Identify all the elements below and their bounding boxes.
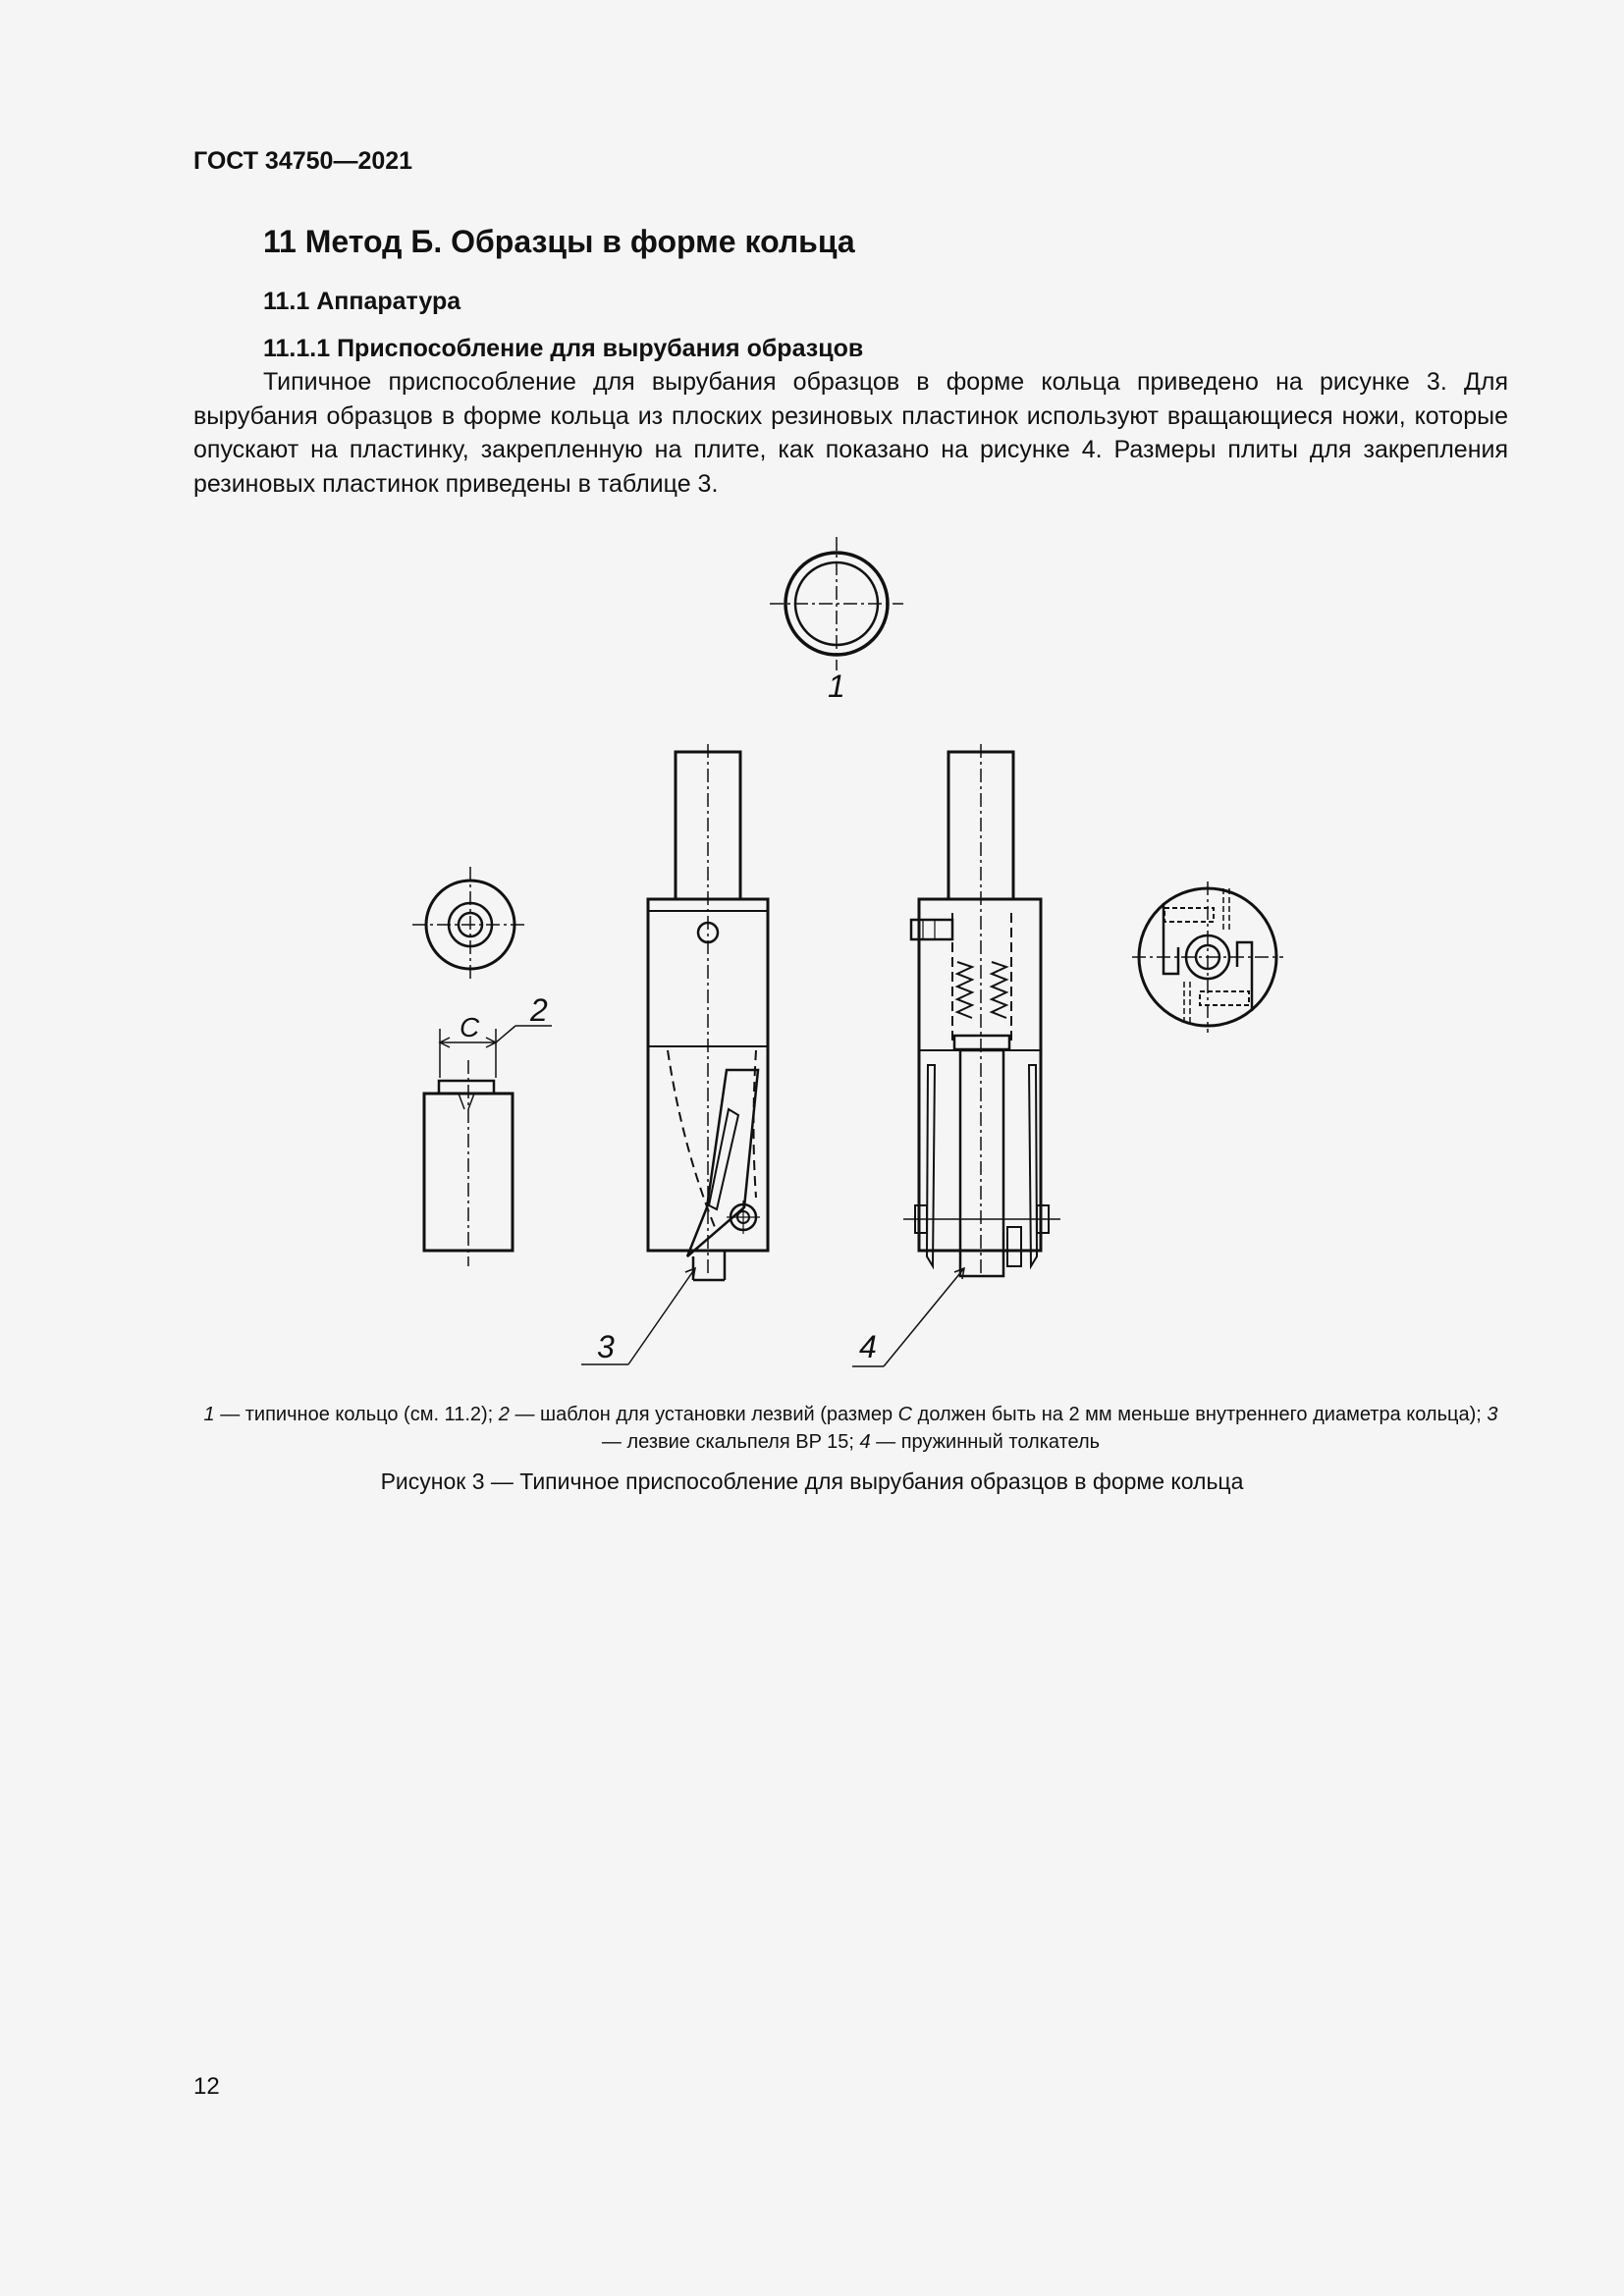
cutter-side-view [884,744,1060,1366]
figure-caption: Рисунок 3 — Типичное приспособление для вырубания образцов в форме кольца [380,1468,1244,1494]
subsection-title: 11.1 Аппаратура [263,288,461,315]
body-paragraph: Типичное приспособление для вырубания образцов в форме кольца приведено на рисунке 3. Для вырубания образцов в форме кольца из плоских резиновых пластинок используют вращающиеся ножи, которые опускают на пластинку, закрепленную на плите, как показано на рисунке 4. Размеры плиты для закрепления резиновых пластинок приведены в таблице 3. [193,368,1508,498]
template-top-view [412,867,528,983]
legend-text-3: — лезвие скальпеля BP 15; [601,1431,860,1453]
section-title: 11 Метод Б. Образцы в форме кольца [263,224,855,259]
legend-num-c: C [897,1404,913,1425]
page-number: 12 [193,2073,220,2100]
legend-text-2: — шаблон для установки лезвий (размер [509,1404,898,1425]
legend-num-2: 2 [498,1404,510,1425]
cutter-front-view [628,744,768,1364]
figure-label-4: 4 [859,1329,877,1364]
figure-label-2: 2 [530,992,548,1028]
figure-label-3: 3 [597,1329,615,1364]
legend-num-3: 3 [1487,1404,1498,1425]
subsubsection-title: 11.1.1 Приспособление для вырубания образцов [263,335,864,362]
legend-num-4: 4 [859,1431,871,1453]
legend-text-c: должен быть на 2 мм меньше внутреннего диаметра кольца); [912,1404,1488,1425]
template-side-view [424,1026,552,1266]
legend-text-4: — пружинный толкатель [870,1431,1101,1453]
figure-label-c: C [460,1012,480,1042]
cutter-bottom-view [1132,881,1283,1033]
legend-text-1: — типичное кольцо (см. 11.2); [214,1404,499,1425]
figure-legend [193,1401,1508,1456]
document-number: ГОСТ 34750—2021 [193,147,413,175]
ring-view [770,537,903,670]
legend-num-1: 1 [203,1404,215,1425]
figure-label-1: 1 [828,668,845,704]
